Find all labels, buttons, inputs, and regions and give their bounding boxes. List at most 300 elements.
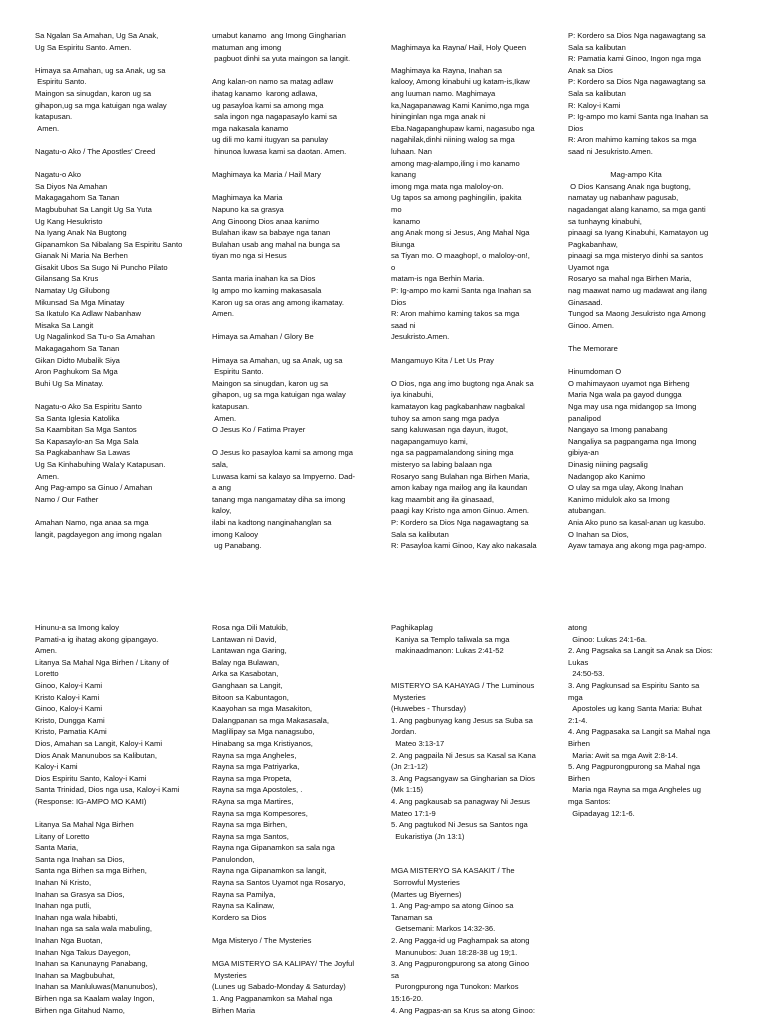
- text-line: Jesukristo.Amen.: [391, 332, 450, 342]
- text-line: [35, 389, 217, 401]
- text-line: Kaloy-i Kami: [35, 762, 78, 772]
- text-line: ilabi na kadtong nanginahanglan sa: [212, 517, 332, 527]
- text-line: (Response: IG-AMPO MO KAMI): [35, 796, 147, 806]
- text-line: Gianak Ni Maria Na Berhen: [35, 251, 128, 261]
- text-line: Amen.: [212, 309, 234, 319]
- text-line: Dios Anak Manunubos sa Kalibutan,: [35, 750, 158, 760]
- text-line: Santa Maria,: [35, 843, 79, 853]
- text-line: Ginoo. Amen.: [568, 320, 615, 330]
- text-line: Santa nga Birhen sa mga Birhen,: [35, 866, 147, 876]
- text-line: R: Pasayloa kami Ginoo, Kay ako nakasala: [391, 541, 537, 551]
- text-line: matuman ang imong: [212, 42, 282, 52]
- text-line: gihapon, ug sa mga katuigan nga walay: [212, 390, 346, 400]
- text-line: pinaagi sa mga misteryo dinhi sa santos: [568, 251, 704, 261]
- text-line: Sa Ngalan Sa Amahan, Ug Sa Anak,: [35, 31, 159, 40]
- text-line: Inahan nga putli,: [35, 901, 92, 911]
- text-line: Dios Espiritu Santo, Kaloy-i Kami: [35, 773, 147, 783]
- text-line: O mahimayaon uyamot nga Birheng: [568, 378, 690, 388]
- text-line: Lantawan nga Garing,: [212, 646, 287, 656]
- text-line: MISTERYO SA KAHAYAG / The Luminous: [391, 680, 535, 690]
- text-line: kag maambit ang ila ginasaad,: [391, 494, 495, 504]
- text-line: sala ingon nga nagapasaylo kami sa: [212, 112, 337, 122]
- text-line: nagadangat alang kanamo, sa mga ganti: [568, 204, 706, 214]
- text-line: Buhi Ug Sa Minatay.: [35, 378, 104, 388]
- text-line: Ginoo, Kaloy-i Kami: [35, 680, 103, 690]
- text-line: 3. Ang Pagsangyaw sa Gingharian sa Dios: [391, 773, 535, 783]
- text-line: nagahilak,dinhi niining walog sa mga: [391, 135, 515, 145]
- text-line: MGA MISTERYO SA KALIPAY/ The Joyful: [212, 959, 355, 969]
- text-line: makinaadmanon: Lukas 2:41-52: [391, 646, 504, 656]
- text-line: Ginoo: Lukas 24:1-6a.: [568, 634, 647, 644]
- text-line: Sa Kaambitan Sa Mga Santos: [35, 425, 137, 435]
- text-line: Maingon sa sinugdan, karon ug sa: [212, 378, 329, 388]
- text-line: Rayna nga Gipanamkon sa langit,: [212, 866, 327, 876]
- text-line: 2. Ang Pagga-id ug Paghampak sa atong: [391, 936, 530, 946]
- text-line: mo: [391, 204, 402, 214]
- text-line: Makagagahom Sa Tanan: [35, 193, 120, 203]
- text-line: Rayna sa Santos Uyamot nga Rosaryo,: [212, 878, 346, 888]
- text-line: Namo / Our Father: [35, 494, 99, 504]
- text-line: ka,Nagapanawag Kami Kanimo,nga mga: [391, 100, 530, 110]
- text-line: Hinabang sa mga Kristiyanos,: [212, 738, 313, 748]
- text-line: Kaniya sa Templo taliwala sa mga: [391, 634, 510, 644]
- text-line: Rayna sa Pamilya,: [212, 889, 276, 899]
- text-line: sa: [391, 970, 400, 980]
- text-line: [212, 436, 394, 448]
- text-line: Kaayohan sa mga Masakiton,: [212, 704, 313, 714]
- text-line: [391, 842, 573, 854]
- text-line: [212, 262, 394, 274]
- text-line: imong mga mata nga maloloy-on.: [391, 181, 504, 191]
- text-line: Amen.: [35, 471, 60, 481]
- lower-column-1: [35, 622, 217, 1016]
- text-line: Maria nga Rayna sa mga Angheles ug: [568, 785, 701, 795]
- text-line: O Jesus Ko / Fatima Prayer: [212, 425, 306, 435]
- text-line: Bulahan ikaw sa babaye nga tanan: [212, 228, 331, 238]
- text-line: The Memorare: [568, 344, 618, 354]
- text-line: Manunubos: Juan 18:28-38 ug 19;1.: [391, 947, 518, 957]
- text-line: Rayna sa mga Patriyarka,: [212, 762, 300, 772]
- text-line: Biunga: [391, 239, 415, 249]
- text-line: Sorrowful Mysteries: [391, 878, 460, 888]
- text-line: [212, 343, 394, 355]
- text-line: Ug Sa Espiritu Santo. Amen.: [35, 42, 132, 52]
- text-line: Mateo 17:1-9: [391, 808, 436, 818]
- text-line: Ang kalan-on namo sa matag adlaw: [212, 77, 334, 87]
- text-line: Inahan Ni Kristo,: [35, 878, 92, 888]
- text-line: Litanya Sa Mahal Nga Birhen: [35, 820, 134, 830]
- text-line: Rayna nga Gipanamkon sa sala nga: [212, 843, 335, 853]
- text-line: Bitoon sa Kabuntagon,: [212, 692, 289, 702]
- text-line: 5. Ang pagtukod Ni Jesus sa Santos nga: [391, 820, 528, 830]
- text-line: sala,: [212, 459, 229, 469]
- text-line: Amen.: [35, 123, 60, 133]
- text-line: ug dili mo kami itugyan sa panulay: [212, 135, 329, 145]
- text-line: Inahan sa Manluluwas(Manunubos),: [35, 982, 158, 992]
- text-line: Mateo 3:13-17: [391, 738, 445, 748]
- text-line: Inahan sa Kanunayng Panabang,: [35, 959, 148, 969]
- text-line: gihapon,ug sa mga katuigan nga walay: [35, 100, 167, 110]
- text-line: Himaya sa Amahan, ug sa Anak, ug sa: [35, 65, 166, 75]
- text-line: ang luuman namo. Maghimaya: [391, 88, 496, 98]
- text-line: tuhoy sa amon sang mga padya: [391, 413, 500, 423]
- text-line: Makagagahom Sa Tanan: [35, 344, 120, 354]
- text-line: sang kaluwasan nga dayun, itugot,: [391, 425, 508, 435]
- text-line: Kordero sa Dios: [212, 912, 267, 922]
- text-line: Ang Pag-ampo sa Ginuo / Amahan: [35, 483, 153, 493]
- text-line: a ang: [212, 483, 232, 493]
- text-line: hininginlan nga mga anak ni: [391, 112, 486, 122]
- text-line: Sa Ikatulo Ka Adlaw Nabanhaw: [35, 309, 141, 319]
- text-line: [568, 158, 750, 170]
- text-line: Lantawan ni David,: [212, 634, 277, 644]
- text-line: RAyna sa mga Martires,: [212, 796, 294, 806]
- text-line: matam-is nga Berhin Maria.: [391, 274, 485, 284]
- text-line: Birhen nga Gitahud Namo,: [35, 1005, 125, 1015]
- text-line: Maghimaya ka Maria: [212, 193, 283, 203]
- text-line: Birhen: [568, 773, 590, 783]
- text-line: Sala sa kalibutan: [568, 42, 626, 52]
- text-line: ug pasayloa kami sa among mga: [212, 100, 324, 110]
- text-line: gibiya-an: [568, 448, 599, 458]
- text-line: among mag-alampo,iling i mo kanamo: [391, 158, 520, 168]
- text-line: [391, 854, 573, 866]
- text-line: Inahan sa Magbubuhat,: [35, 970, 115, 980]
- text-line: Litany of Loretto: [35, 831, 90, 841]
- text-line: Ug Nagalinkod Sa Tu-o Sa Amahan: [35, 332, 155, 342]
- text-line: Nga may usa nga midangop sa Imong: [568, 402, 697, 411]
- text-line: [35, 505, 217, 517]
- text-line: [35, 158, 217, 170]
- text-line: Aron Paghukom Sa Mga: [35, 367, 118, 377]
- text-line: Litanya Sa Mahal Nga Birhen / Litany of: [35, 657, 169, 667]
- text-line: Sa Pagkabanhaw Sa Lawas: [35, 448, 130, 458]
- text-line: [568, 331, 750, 343]
- text-line: langit, pagdayegon ang imong ngalan: [35, 529, 162, 539]
- text-line: Rosaryo sa mahal nga Birhen Maria,: [568, 274, 692, 284]
- text-line: Mangamuyo Kita / Let Us Pray: [391, 355, 494, 365]
- text-line: Getsemani: Markos 14:32-36.: [391, 924, 496, 934]
- text-line: Ug Kang Hesukristo: [35, 216, 103, 226]
- upper-column-1: [35, 30, 217, 540]
- text-line: Maria: Awit sa mga Awit 2:8-14.: [568, 750, 678, 760]
- text-line: Ang Ginoong Dios anaa kanimo: [212, 216, 320, 226]
- lower-column-3: [391, 622, 573, 1016]
- text-line: Amen.: [35, 646, 57, 656]
- text-line: amon kabay nga mailog ang ila kaundan: [391, 483, 528, 493]
- text-line: hinunoa luwasa kami sa daotan. Amen.: [212, 146, 347, 156]
- text-line: o: [391, 262, 396, 272]
- text-line: Sala sa kalibutan: [568, 88, 626, 98]
- text-line: Nagatu-o Ako / The Apostles' Creed: [35, 146, 156, 156]
- text-line: pinaagi sa Iyang Kinabuhi, Kamatayon ug: [568, 228, 709, 238]
- text-line: Jordan.: [391, 727, 417, 737]
- text-line: Rosaryo sang Bulahan nga Birhen Maria,: [391, 471, 530, 481]
- text-line: misteryo sa labing balaan nga: [391, 459, 492, 469]
- text-line: Maghimaya ka Rayna, Inahan sa: [391, 65, 503, 75]
- text-line: Birhen nga sa Kaalam walay Ingon,: [35, 994, 155, 1003]
- text-line: Maria Nga wala pa gayod dungga: [568, 390, 682, 400]
- text-line: Amen.: [212, 413, 237, 423]
- text-line: [391, 30, 573, 42]
- text-line: (Lunes ug Sabado-Monday & Saturday): [212, 982, 346, 992]
- text-line: (Martes ug Biyernes): [391, 889, 462, 899]
- text-line: Nangaliya sa pagpangama nga Imong: [568, 436, 697, 446]
- text-line: Himaya sa Amahan, ug sa Anak, ug sa: [212, 355, 343, 365]
- text-line: Karon ug sa oras ang among ikamatay.: [212, 297, 344, 307]
- text-line: 2:1-4.: [568, 715, 588, 725]
- text-line: Tungod sa Maong Jesukristo nga Among: [568, 309, 706, 319]
- text-line: luhaan. Nan: [391, 146, 432, 156]
- text-line: P: Kordero sa Dios Nga nagawagtang sa: [391, 517, 529, 527]
- text-line: 4. Ang Pagpasaka sa Langit sa Mahal nga: [568, 727, 711, 737]
- text-line: 1. Ang Pagpanamkon sa Mahal nga: [212, 994, 333, 1003]
- text-line: (Huwebes - Thursday): [391, 704, 466, 714]
- text-line: Nadangop ako Kanimo: [568, 471, 646, 481]
- text-line: Inahan sa Grasya sa Dios,: [35, 889, 125, 899]
- text-line: nga sa pagpamalandong sining mga: [391, 448, 514, 458]
- text-line: MGA MISTERYO SA KASAKIT / The: [391, 866, 515, 876]
- text-line: namatay ug nabanhaw pagusab,: [568, 193, 679, 203]
- text-line: [35, 134, 217, 146]
- text-line: umabut kanamo ang Imong Gingharian: [212, 31, 346, 40]
- text-line: Inahan nga sa sala wala mabuling,: [35, 924, 152, 934]
- text-line: Lukas: [568, 657, 589, 667]
- text-line: katapusan.: [212, 402, 250, 411]
- lower-column-2: [212, 622, 394, 1016]
- text-line: sa tunhayng kinabuhi,: [568, 216, 642, 226]
- text-line: Himaya sa Amahan / Glory Be: [212, 332, 314, 342]
- text-line: Santa Trinidad, Dios nga usa, Kaloy-i Kami: [35, 785, 180, 795]
- text-line: Sa Kapasaylo-an Sa Mga Sala: [35, 436, 139, 446]
- text-line: Nagatu-o Ako Sa Espiritu Santo: [35, 402, 142, 411]
- text-line: Rayna sa mga Propeta,: [212, 773, 292, 783]
- text-line: Santa maria inahan ka sa Dios: [212, 274, 316, 284]
- text-line: Uyamot nga: [568, 262, 609, 272]
- text-line: Espiritu Santo.: [35, 77, 87, 87]
- text-line: Paghikaplag: [391, 623, 433, 632]
- text-line: kanang: [391, 170, 416, 180]
- text-line: Ayaw tamaya ang akong mga pag-ampo.: [568, 541, 707, 551]
- text-line: [212, 923, 394, 935]
- text-line: mga Santos:: [568, 796, 611, 806]
- text-line: saad ni Jesukristo.Amen.: [568, 146, 653, 156]
- text-line: Pamati-a ig ihatag akong gipangayo.: [35, 634, 159, 644]
- text-line: Rayna sa mga Kompesores,: [212, 808, 308, 818]
- text-line: Mysteries: [212, 970, 247, 980]
- text-line: kanamo: [391, 216, 421, 226]
- text-line: 2. Ang Pagsaka sa Langit sa Anak sa Dios:: [568, 646, 713, 656]
- text-line: Kanimo midulok ako sa Imong: [568, 494, 670, 504]
- text-line: Inahan Nga Takus Dayegon,: [35, 947, 131, 957]
- text-line: O Jesus ko pasayloa kami sa among mga: [212, 448, 353, 458]
- text-line: O ulay sa mga ulay, Akong Inahan: [568, 483, 684, 493]
- text-line: Mikunsad Sa Mga Minatay: [35, 297, 125, 307]
- text-line: panalipod: [568, 413, 601, 423]
- text-line: Apostoles ug kang Santa Maria: Buhat: [568, 704, 702, 714]
- text-line: Ania Ako puno sa kasal-anan ug kasubo.: [568, 517, 706, 527]
- text-line: R: Aron mahimo kaming takos sa mga: [391, 309, 520, 319]
- text-line: Ginasaad.: [568, 297, 603, 307]
- text-line: Dios, Amahan sa Langit, Kaloy-i Kami: [35, 738, 163, 748]
- text-line: 1. Ang pagbunyag kang Jesus sa Suba sa: [391, 715, 533, 725]
- text-line: Ig ampo mo kaming makasasala: [212, 286, 322, 296]
- text-line: Panulondon,: [212, 854, 255, 864]
- text-line: Dios: [391, 297, 407, 307]
- text-line: kalooy, Among kinabuhi ug katam-is,Ikaw: [391, 77, 530, 87]
- text-line: Nangayo sa Imong panabang: [568, 425, 668, 435]
- text-line: Dalangpanan sa mga Makasasala,: [212, 715, 329, 725]
- text-line: ihatag kanamo karong adlawa,: [212, 88, 318, 98]
- text-line: [212, 320, 394, 332]
- text-line: Sa Santa Iglesia Katolika: [35, 413, 120, 423]
- text-line: Gikan Didto Mubalik Siya: [35, 355, 120, 365]
- text-line: atubangan.: [568, 506, 607, 516]
- text-line: O Dios Kansang Anak nga bugtong,: [568, 181, 691, 191]
- text-line: [391, 657, 573, 669]
- text-line: Santa nga Inahan sa Dios,: [35, 854, 125, 864]
- text-line: kamatayon kag pagkabanhaw nagbakal: [391, 402, 525, 411]
- text-line: 3. Ang Pagkunsad sa Espiritu Santo sa: [568, 680, 700, 690]
- text-line: iya kinabuhi,: [391, 390, 434, 400]
- text-line: (Jn 2:1-12): [391, 762, 428, 772]
- text-line: O Dios, nga ang imo bugtong nga Anak sa: [391, 378, 534, 388]
- text-line: Gipanamkon Sa Nibalang Sa Espiritu Santo: [35, 239, 183, 249]
- text-line: Magbubuhat Sa Langit Ug Sa Yuta: [35, 204, 152, 214]
- text-line: Loretto: [35, 669, 59, 679]
- text-line: Napuno ka sa grasya: [212, 204, 284, 214]
- text-line: [391, 343, 573, 355]
- text-line: Ug Sa Kinhabuhing Wala'y Katapusan.: [35, 459, 166, 469]
- text-line: 2. Ang pagpaila Ni Jesus sa Kasal sa Kana: [391, 750, 536, 760]
- text-line: tanang mga nangamatay diha sa imong: [212, 494, 346, 504]
- text-line: Purongpurong nga Tunokon: Markos: [391, 982, 519, 992]
- text-line: Ganghaan sa Langit,: [212, 680, 283, 690]
- text-line: Hinumdoman O: [568, 367, 622, 377]
- text-line: P: Ig-ampo mo kami Santa nga Inahan sa: [568, 112, 709, 122]
- text-line: 24:50-53.: [568, 669, 605, 679]
- text-line: mga: [568, 692, 583, 702]
- text-line: Luwasa kami sa kalayo sa Impyerno. Dad-: [212, 471, 356, 481]
- text-line: Anak sa Dios: [568, 65, 613, 75]
- text-line: 5. Ang Pagpurongpurong sa Mahal nga: [568, 762, 701, 772]
- text-line: Na Iyang Anak Na Bugtong: [35, 228, 127, 238]
- text-line: Gipadayag 12:1-6.: [568, 808, 635, 818]
- text-line: Mga Misteryo / The Mysteries: [212, 936, 312, 946]
- text-line: Misaka Sa Langit: [35, 320, 94, 330]
- text-line: Rayna sa mga Santos,: [212, 831, 289, 841]
- text-line: 3. Ang Pagpurongpurong sa atong Ginoo: [391, 959, 530, 969]
- text-line: Bulahan usab ang mahal na bunga sa: [212, 239, 340, 249]
- text-line: 15:16-20.: [391, 994, 424, 1003]
- text-line: Nagatu-o Ako: [35, 170, 82, 180]
- text-line: Dios: [568, 123, 584, 133]
- text-line: (Mk 1:15): [391, 785, 424, 795]
- text-line: Rayna sa mga Apostoles, .: [212, 785, 303, 795]
- text-line: Rayna sa mga Angheles,: [212, 750, 297, 760]
- text-line: Rayna sa Kalinaw,: [212, 901, 275, 911]
- text-line: Sala sa kalibutan: [391, 529, 449, 539]
- text-line: atong: [568, 623, 588, 632]
- text-line: Rayna sa mga Birhen,: [212, 820, 288, 830]
- text-line: Sa Diyos Na Amahan: [35, 181, 108, 191]
- text-line: P: Kordero sa Dios Nga nagawagtang sa: [568, 31, 706, 40]
- text-line: [391, 366, 573, 378]
- text-line: [35, 808, 217, 820]
- text-line: [212, 158, 394, 170]
- upper-column-3: [391, 30, 573, 552]
- text-line: Eukaristiya (Jn 13:1): [391, 831, 465, 841]
- text-line: kaloy,: [212, 506, 232, 516]
- text-line: Inahan nga wala hibabti,: [35, 912, 118, 922]
- text-line: Dinasig niining pagsalig: [568, 459, 648, 469]
- text-line: ang Anak mong si Jesus, Ang Mahal Nga: [391, 228, 530, 238]
- text-line: R: Pamatia kami Ginoo, Ingon nga mga: [568, 54, 701, 64]
- text-line: Birhen Maria: [212, 1005, 256, 1015]
- text-line: sa Tiyan mo. O maaghop!, o maloloy-on!,: [391, 251, 530, 261]
- text-line: ug Panabang.: [212, 541, 262, 551]
- text-line: Balay nga Bulawan,: [212, 657, 280, 667]
- text-line: Kristo, Pamatia KAmi: [35, 727, 107, 737]
- text-line: Birhen: [568, 738, 590, 748]
- text-line: nagapangamuyo kami,: [391, 436, 468, 446]
- lower-column-4: [568, 622, 750, 819]
- text-line: [212, 65, 394, 77]
- text-line: Gilansang Sa Krus: [35, 274, 99, 284]
- text-line: Espiritu Santo.: [212, 367, 264, 377]
- text-line: Kristo Kaloy-i Kami: [35, 692, 100, 702]
- text-line: Namatay Ug Gilubong: [35, 286, 110, 296]
- text-line: Hinunu-a sa Imong kaloy: [35, 623, 119, 632]
- text-line: Eba.Nagapanghupaw kami, nagasubo nga: [391, 123, 535, 133]
- text-line: Rosa nga Dili Matukib,: [212, 623, 288, 632]
- text-line: 4. Ang Pagpas-an sa Krus sa atong Ginoo:: [391, 1005, 535, 1015]
- text-line: [391, 668, 573, 680]
- text-line: O Inahan sa Dios,: [568, 529, 629, 539]
- text-line: imong Kalooy: [212, 529, 259, 539]
- text-line: Gisakit Ubos Sa Sugo Ni Puncho Pilato: [35, 262, 168, 272]
- text-line: Maingon sa sinugdan, karon ug sa: [35, 88, 152, 98]
- text-line: P: Ig-ampo mo kami Santa nga Inahan sa: [391, 286, 532, 296]
- text-line: Kristo, Dungga Kami: [35, 715, 105, 725]
- text-line: R: Kaloy-i Kami: [568, 100, 621, 110]
- text-line: Amahan Namo, nga anaa sa mga: [35, 517, 149, 527]
- upper-column-2: [212, 30, 394, 552]
- text-line: Mag-ampo Kita: [568, 170, 662, 180]
- text-line: [212, 947, 394, 959]
- text-line: nag maawat namo ug madawat ang ilang: [568, 286, 707, 296]
- text-line: paagi kay Kristo nga amon Ginuo. Amen.: [391, 506, 530, 516]
- text-line: [212, 181, 394, 193]
- text-line: [35, 53, 217, 65]
- text-line: katapusan.: [35, 112, 73, 122]
- text-line: saad ni: [391, 320, 416, 330]
- text-line: Ginoo, Kaloy-i Kami: [35, 704, 103, 714]
- text-line: Maghimaya ka Maria / Hail Mary: [212, 170, 321, 180]
- text-line: P: Kordero sa Dios Nga nagawagtang sa: [568, 77, 706, 87]
- upper-column-4: [568, 30, 750, 552]
- text-line: [568, 355, 750, 367]
- text-line: Mysteries: [391, 692, 426, 702]
- text-line: R: Aron mahimo kaming takos sa mga: [568, 135, 697, 145]
- text-line: Maglilipay sa Mga nanagsubo,: [212, 727, 315, 737]
- text-line: mga nakasala kanamo: [212, 123, 289, 133]
- text-line: 4. Ang pagkausab sa panagway Ni Jesus: [391, 796, 530, 806]
- text-line: Pagkabanhaw,: [568, 239, 618, 249]
- text-line: Tanaman sa: [391, 912, 433, 922]
- text-line: tiyan mo nga si Hesus: [212, 251, 287, 261]
- text-line: Arka sa Kasabotan,: [212, 669, 279, 679]
